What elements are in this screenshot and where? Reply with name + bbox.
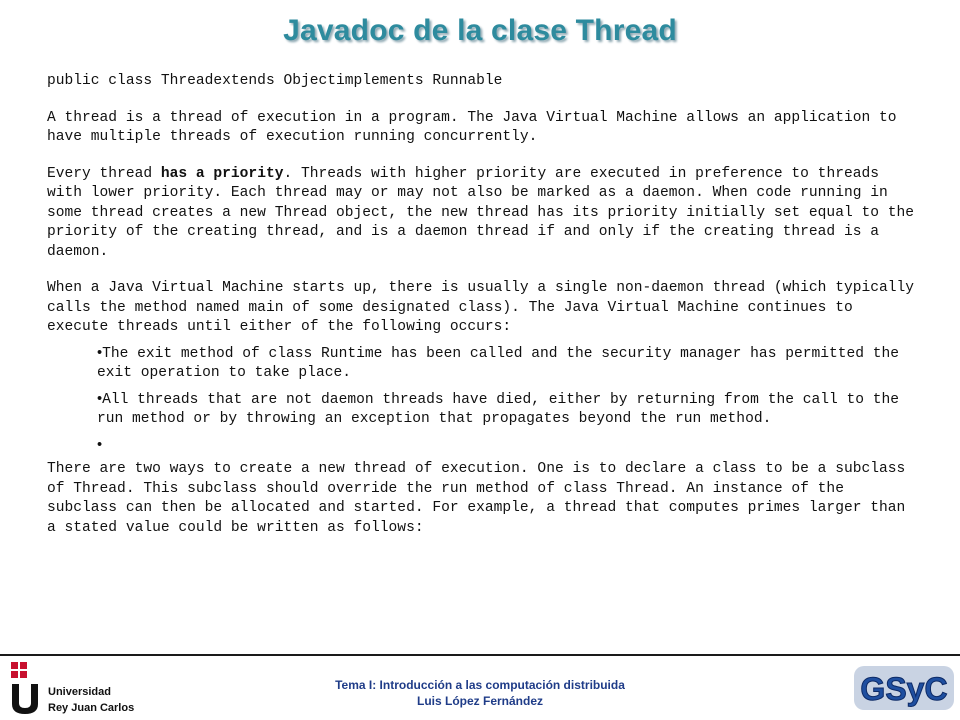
bullet-list <box>97 344 917 457</box>
bullet-text: The exit method of class Runtime has been called and the security manager has permitted the exit operation to take place. <box>97 345 900 381</box>
paragraph-priority-bold: has a priority <box>160 165 284 182</box>
footer-author: Luis López Fernández <box>416 694 543 708</box>
bullet-dot-icon: • <box>97 436 103 453</box>
bullet-item <box>97 390 917 430</box>
paragraph-creation: There are two ways to create a new thread of execution. One is to declare a class to be a subclass of Thread. This subclass should override the run method of class Thread. An instance of the subclass can then be allocated and started. For example, a thread that computes primes larger than a stated value could be written as follows: <box>47 461 906 536</box>
bullet-text: All threads that are not daemon threads have died, either by returning from the call to the run method or by throwing an exception that propagates beyond the run method. <box>97 391 900 427</box>
paragraph-priority-pre: Every thread <box>47 165 161 182</box>
bullet-item <box>97 344 917 384</box>
paragraph-priority <box>47 165 917 263</box>
javadoc-body <box>47 72 917 555</box>
gsyc-logo <box>852 662 956 714</box>
urjc-name-line1: Universidad <box>48 686 111 698</box>
bullet-dot-icon: • <box>97 344 103 361</box>
gsyc-logo-text: GSyC <box>860 671 948 707</box>
slide-title: Javadoc de la clase Thread <box>283 14 677 47</box>
paragraph-startup: When a Java Virtual Machine starts up, there is usually a single non-daemon thread (which typically calls the method named main of some designated class). The Java Virtual Machine continues to execute threads until either of the following occurs: <box>47 280 915 335</box>
footer-topic: Tema I: Introducción a las computación distribuida <box>335 678 625 692</box>
bullet-dot-icon: • <box>97 390 103 407</box>
footer-divider <box>0 654 960 656</box>
urjc-name <box>48 684 134 716</box>
bullet-item-empty <box>97 436 917 457</box>
footer-caption <box>260 677 700 709</box>
paragraph-priority-post: . Threads with higher priority are executed in preference to threads with lower priority. Each thread may or may not also be marked as a daemon. When code running in some thread creates a new Thread object, the new thread has its priority initially set equal to the priority of the creating thread, and is a daemon thread if and only if the creating thread is a daemon. <box>47 165 915 260</box>
paragraph-intro: A thread is a thread of execution in a program. The Java Virtual Machine allows an application to have multiple threads of execution running concurrently. <box>47 109 897 145</box>
class-declaration: public class Threadextends Objectimplements Runnable <box>47 73 503 89</box>
urjc-name-line2: Rey Juan Carlos <box>48 702 135 714</box>
